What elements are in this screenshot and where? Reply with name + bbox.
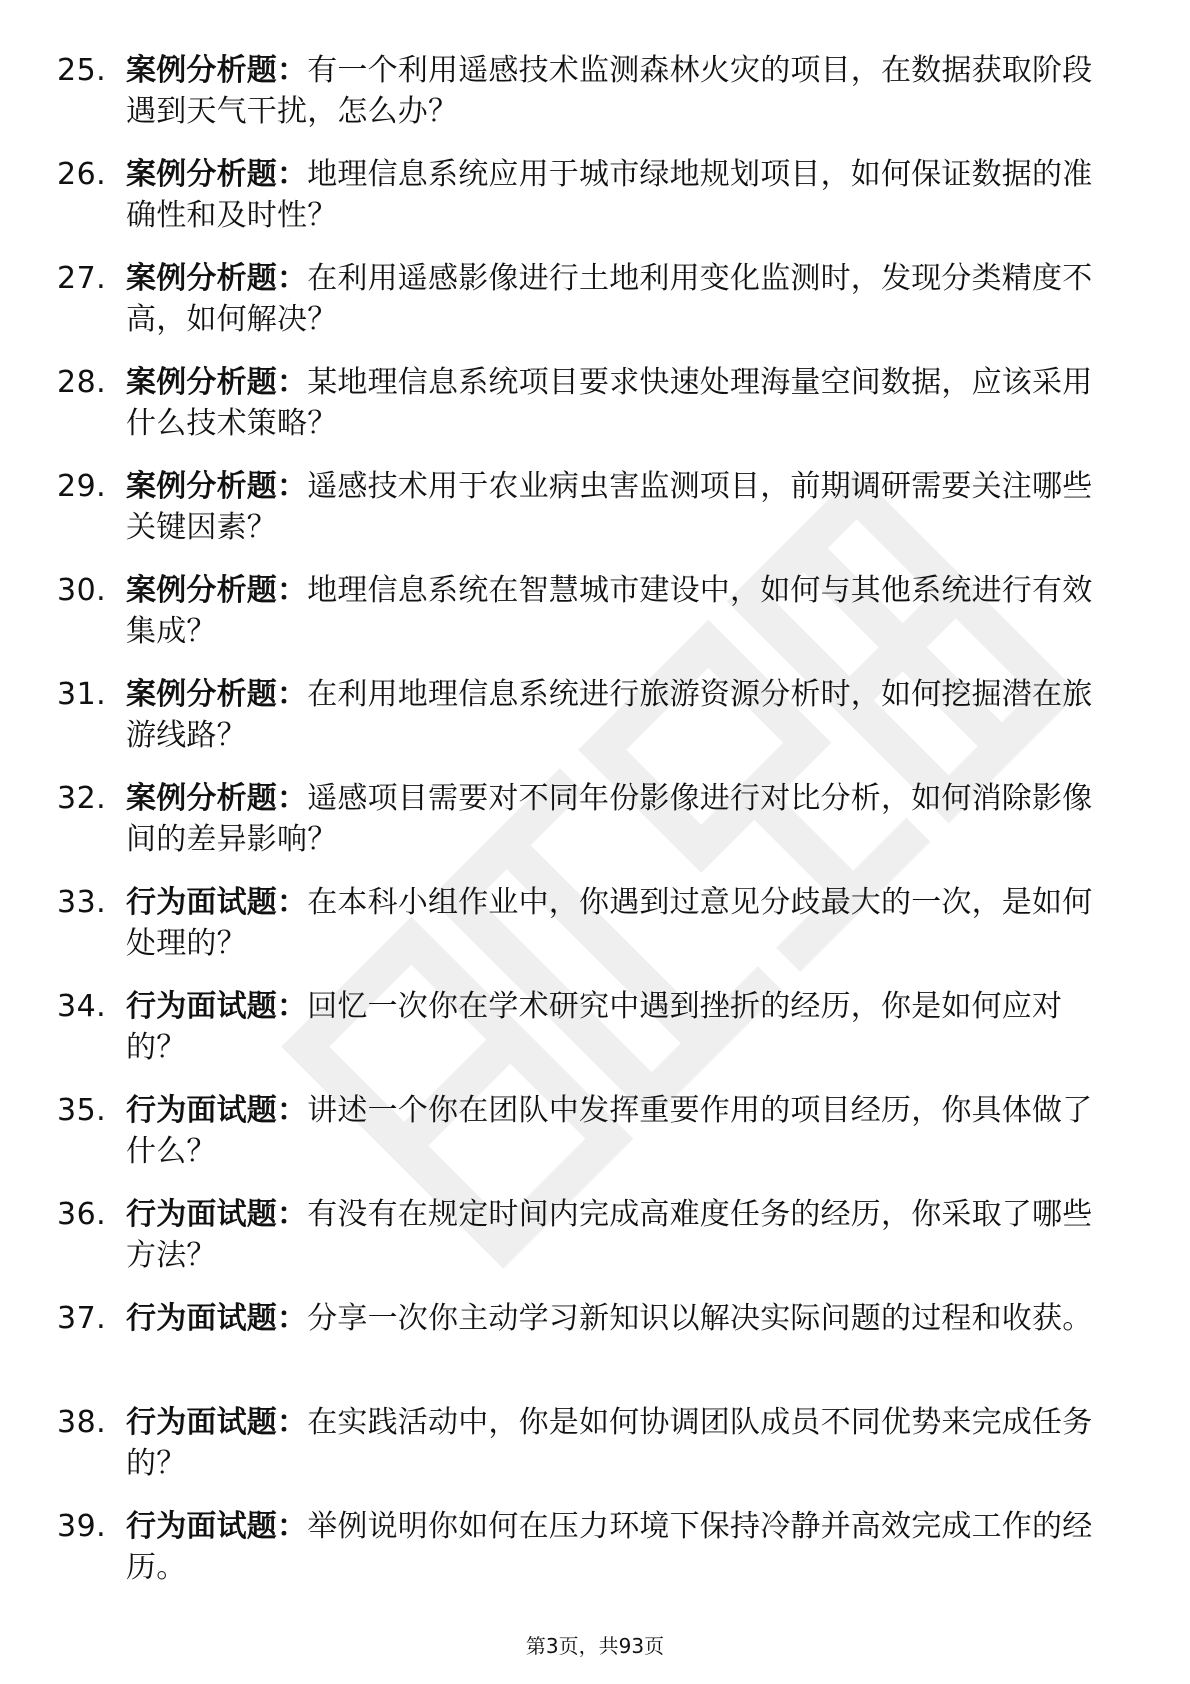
- question-item: [0, 1298, 1190, 1402]
- question-text: 地理信息系统应用于城市绿地规划项目，如何保证数据的准确性和及时性？: [126, 157, 1093, 233]
- question-number: 29.: [57, 469, 107, 504]
- question-category: 案例分析题：: [126, 573, 308, 608]
- question-item: [0, 1090, 1190, 1194]
- question-text: 分享一次你主动学习新知识以解决实际问题的过程和收获。: [307, 1301, 1093, 1336]
- page-footer: [0, 1634, 1190, 1658]
- question-body: [126, 1506, 1111, 1588]
- question-body: [126, 1402, 1111, 1484]
- question-category: 案例分析题：: [126, 157, 308, 192]
- question-category: 案例分析题：: [126, 365, 308, 400]
- question-item: [0, 466, 1190, 570]
- question-category: 案例分析题：: [126, 261, 308, 296]
- question-number: 31.: [57, 677, 107, 712]
- question-category: 行为面试题：: [126, 989, 308, 1024]
- question-item: [0, 50, 1190, 154]
- question-text: 讲述一个你在团队中发挥重要作用的项目经历，你具体做了什么？: [126, 1093, 1093, 1169]
- question-category: 案例分析题：: [126, 53, 308, 88]
- question-text: 回忆一次你在学术研究中遇到挫折的经历，你是如何应对的？: [126, 989, 1063, 1065]
- question-number: 25.: [57, 53, 107, 88]
- question-number: 30.: [57, 573, 107, 608]
- question-category: 行为面试题：: [126, 1301, 308, 1336]
- question-body: [126, 154, 1111, 236]
- question-number: 28.: [57, 365, 107, 400]
- question-body: [126, 466, 1111, 548]
- question-number: 39.: [57, 1509, 107, 1544]
- question-text: 遥感技术用于农业病虫害监测项目，前期调研需要关注哪些关键因素？: [126, 469, 1093, 545]
- question-item: [0, 882, 1190, 986]
- question-body: [126, 1090, 1111, 1172]
- question-category: 行为面试题：: [126, 1509, 308, 1544]
- question-body: [126, 50, 1111, 132]
- question-number: 26.: [57, 157, 107, 192]
- question-item: [0, 778, 1190, 882]
- question-text: 在利用遥感影像进行土地利用变化监测时，发现分类精度不高，如何解决？: [126, 261, 1093, 337]
- question-item: [0, 1506, 1190, 1610]
- question-text: 地理信息系统在智慧城市建设中，如何与其他系统进行有效集成？: [126, 573, 1093, 649]
- question-text: 在本科小组作业中，你遇到过意见分歧最大的一次，是如何处理的？: [126, 885, 1093, 961]
- question-number: 32.: [57, 781, 107, 816]
- question-item: [0, 1402, 1190, 1506]
- question-item: [0, 986, 1190, 1090]
- question-body: [126, 674, 1111, 756]
- question-number: 38.: [57, 1405, 107, 1440]
- question-text: 在利用地理信息系统进行旅游资源分析时，如何挖掘潜在旅游线路？: [126, 677, 1093, 753]
- question-category: 行为面试题：: [126, 1093, 308, 1128]
- question-text: 有没有在规定时间内完成高难度任务的经历，你采取了哪些方法？: [126, 1197, 1093, 1273]
- question-item: [0, 570, 1190, 674]
- question-category: 案例分析题：: [126, 469, 308, 504]
- question-number: 34.: [57, 989, 107, 1024]
- question-body: [126, 882, 1111, 964]
- question-body: [126, 986, 1111, 1068]
- question-body: [126, 778, 1111, 860]
- question-number: 36.: [57, 1197, 107, 1232]
- question-item: [0, 674, 1190, 778]
- question-item: [0, 1194, 1190, 1298]
- question-text: 举例说明你如何在压力环境下保持冷静并高效完成工作的经历。: [126, 1509, 1093, 1585]
- question-number: 33.: [57, 885, 107, 920]
- question-category: 案例分析题：: [126, 677, 308, 712]
- question-category: 行为面试题：: [126, 1405, 308, 1440]
- question-item: [0, 154, 1190, 258]
- question-text: 遥感项目需要对不同年份影像进行对比分析，如何消除影像间的差异影响？: [126, 781, 1093, 857]
- question-text: 某地理信息系统项目要求快速处理海量空间数据，应该采用什么技术策略？: [126, 365, 1093, 441]
- question-body: [126, 570, 1111, 652]
- question-category: 行为面试题：: [126, 1197, 308, 1232]
- question-text: 在实践活动中，你是如何协调团队成员不同优势来完成任务的？: [126, 1405, 1093, 1481]
- question-text: 有一个利用遥感技术监测森林火灾的项目，在数据获取阶段遇到天气干扰，怎么办？: [126, 53, 1093, 129]
- question-number: 35.: [57, 1093, 107, 1128]
- page-indicator: 第3页，共93页: [525, 1634, 665, 1658]
- question-list: [0, 50, 1190, 1610]
- question-body: [126, 258, 1111, 340]
- question-item: [0, 258, 1190, 362]
- question-category: 行为面试题：: [126, 885, 308, 920]
- question-item: [0, 362, 1190, 466]
- question-number: 37.: [57, 1301, 107, 1336]
- question-body: [126, 1194, 1111, 1276]
- question-category: 案例分析题：: [126, 781, 308, 816]
- question-body: [126, 1298, 1111, 1339]
- question-body: [126, 362, 1111, 444]
- question-number: 27.: [57, 261, 107, 296]
